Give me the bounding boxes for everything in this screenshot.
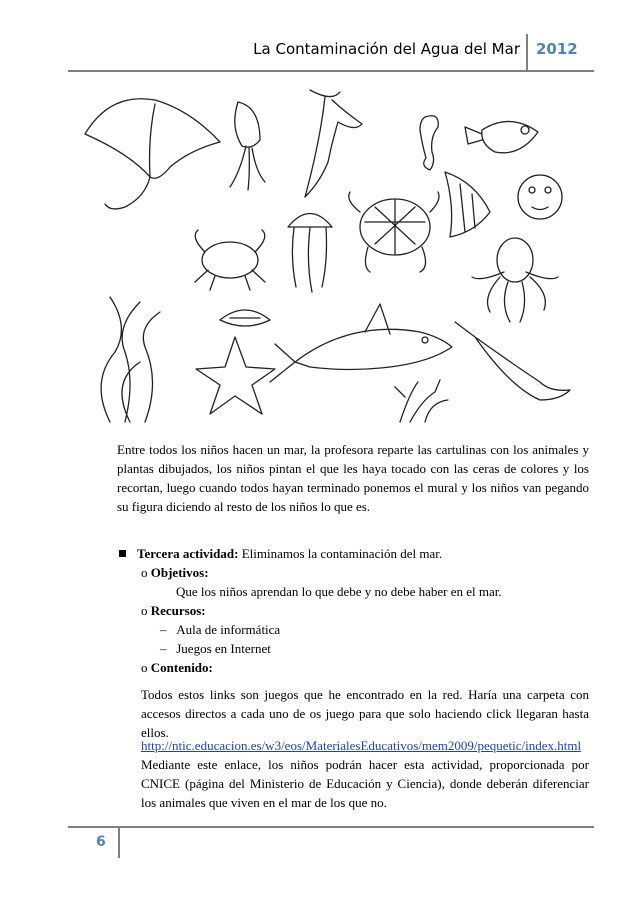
recursos-item-label: Juegos en Internet xyxy=(176,641,271,656)
paragraph-mural: Entre todos los niños hacen un mar, la profesora reparte las cartulinas con los animales y plantas dibujados, los niños pintan el que les haya tocado con las ceras de colores y los recortan, luego cuando todos hayan terminado ponemos el mural y los niños van pegando su figura diciendo al resto de los niños lo que es. xyxy=(117,442,589,514)
activity-label: Tercera actividad: xyxy=(137,546,239,561)
dash-marker: – xyxy=(160,622,167,637)
stingray-icon xyxy=(85,99,220,209)
seaweed-icon xyxy=(101,297,160,422)
recursos-label: Recursos: xyxy=(150,603,206,618)
recursos-item xyxy=(160,639,271,658)
octopus-icon xyxy=(472,238,558,322)
squid-icon xyxy=(230,102,265,190)
list-marker: o xyxy=(141,565,148,580)
hammerhead-shark-icon xyxy=(305,90,362,197)
list-marker: o xyxy=(141,603,148,618)
jellyfish-icon xyxy=(288,214,332,293)
header-title: La Contaminación del Agua del Mar xyxy=(253,40,520,58)
objetivos-text: Que los niños aprendan lo que debe y no debe haber en el mar. xyxy=(176,584,502,599)
dash-marker: – xyxy=(160,641,167,656)
header-rule xyxy=(68,70,594,72)
angelfish-icon xyxy=(445,172,490,237)
contenido-label: Contenido: xyxy=(150,660,213,675)
footer-rule xyxy=(68,826,594,828)
page-number: 6 xyxy=(96,834,106,850)
recursos-heading xyxy=(141,601,206,620)
crab-icon xyxy=(195,230,265,290)
starfish-icon xyxy=(196,337,275,414)
objetivos-label: Objetivos: xyxy=(150,565,209,580)
recursos-item-label: Aula de informática xyxy=(176,622,281,637)
bullet-icon xyxy=(119,550,126,557)
pequetic-link[interactable]: http://ntic.educacion.es/w3/eos/MaterialesEducativos/mem2009/pequetic/index.html xyxy=(141,738,582,753)
pufferfish-icon xyxy=(518,175,562,219)
contenido-heading xyxy=(141,658,213,677)
paragraph-links: Todos estos links son juegos que he encontrado en la red. Haría una carpeta con accesos directos a cada uno de os juego para que solo haciendo click llegaran hasta ellos. xyxy=(141,687,589,740)
paragraph-cnice: Mediante este enlace, los niños podrán hacer esta actividad, proporcionada por CNICE (página del Ministerio de Educación y Ciencia), donde deberán diferenciar los animales que viven en el mar de los que no. xyxy=(141,757,589,810)
sea-animals-illustration xyxy=(70,82,590,430)
clam-icon xyxy=(220,310,270,326)
activity-text: Eliminamos la contaminación del mar. xyxy=(238,546,443,561)
list-marker: o xyxy=(141,660,148,675)
swordfish-icon xyxy=(455,322,570,400)
coral-icon xyxy=(395,380,448,422)
footer-divider xyxy=(118,828,120,858)
header-year: 2012 xyxy=(536,40,578,58)
header-divider xyxy=(526,34,528,70)
recursos-item xyxy=(160,620,280,639)
fish-icon xyxy=(465,121,538,152)
objetivos-heading xyxy=(141,563,209,582)
shark-icon xyxy=(270,304,452,382)
activity-heading xyxy=(119,544,442,563)
seahorse-icon xyxy=(420,116,438,170)
sea-turtle-icon xyxy=(349,192,439,272)
